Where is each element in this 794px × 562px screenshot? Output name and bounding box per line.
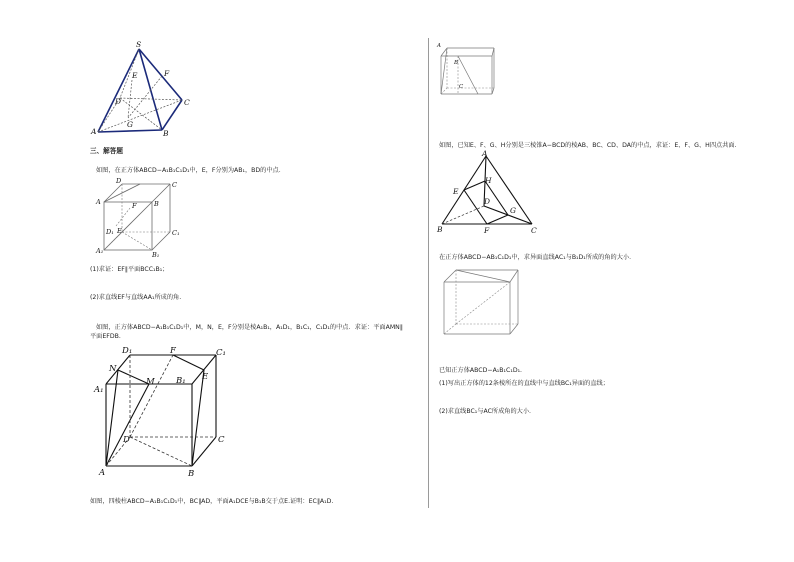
cube2-label-b1: B₁ [176, 376, 186, 386]
tetrahedron-figure [436, 150, 536, 236]
pyramid-label-f: F [164, 69, 170, 78]
cube2-label-e: E [202, 372, 209, 382]
cube2-label-c: C [218, 435, 225, 445]
tetra-label-g: G [510, 206, 516, 215]
problem-5-statement: 在正方体ABCD−AB₁C₁D₁中，求异面直线AC₁与B₁D₁所成的角的大小． [439, 254, 636, 261]
pyramid-label-g: G [127, 120, 133, 129]
prism-label-b: B [454, 60, 459, 66]
cube2-label-c1: C₁ [216, 348, 226, 358]
cube1-label-f: F [132, 202, 137, 210]
cube2-label-f: F [170, 346, 176, 356]
prism-figure [434, 42, 500, 112]
cube2-label-a: A [99, 468, 106, 478]
cube2-label-n: N [109, 364, 117, 374]
cube1-label-e: E [117, 227, 122, 235]
pyramid-figure [90, 40, 200, 140]
problem-1-statement: 如图，在正方体ABCD−A₁B₁C₁D₁中，E，F分别为AB₁，BD的中点． [96, 167, 285, 174]
column-divider [428, 38, 429, 508]
cube-amn-figure [92, 344, 242, 479]
tetra-label-h: H [485, 176, 492, 185]
tetra-label-c: C [531, 226, 537, 235]
problem-6-part-1: (1)写出正方体的12条棱所在的直线中与直线BC₁异面的直线； [439, 380, 609, 387]
cube2-label-b: B [188, 469, 195, 479]
prism-label-a: A [437, 43, 441, 49]
cube1-label-a1: A₁ [96, 247, 104, 255]
section-heading: 三、解答题 [90, 147, 123, 155]
pyramid-label-d: D [115, 97, 122, 106]
tetra-label-b: B [437, 225, 443, 234]
cube1-label-d1: D₁ [106, 228, 114, 236]
pyramid-label-s: S [136, 40, 142, 49]
tetra-label-d: D [484, 197, 491, 206]
tetra-label-f: F [484, 226, 490, 235]
pyramid-label-e: E [132, 71, 138, 80]
cube1-label-b: B [154, 200, 159, 208]
pyramid-label-b: B [163, 129, 169, 138]
cube1-label-d: D [116, 177, 122, 185]
cube2-label-d1: D₁ [122, 346, 133, 356]
cube2-label-a1: A₁ [94, 385, 104, 395]
cube-ef-figure [96, 178, 186, 260]
cube1-label-b1: B₁ [152, 251, 160, 259]
problem-1-part-2: (2)求直线EF与直线AA₁所成的角. [90, 294, 182, 301]
tetra-label-a: A [482, 149, 488, 158]
cube1-label-c: C [172, 181, 177, 189]
cube1-label-c1: C₁ [172, 229, 180, 237]
problem-6-statement: 已知正方体ABCD−A₁B₁C₁D₁. [439, 367, 523, 374]
pyramid-label-c: C [184, 98, 190, 107]
prism-label-c: C [459, 84, 464, 90]
cube2-label-d: D [123, 435, 130, 445]
problem-2-line-1: 如图，正方体ABCD−A₁B₁C₁D₁中，M，N，E，F分别是棱A₁B₁，A₁D₁，B₁C₁，C₁D₁的中点．求证：平面AMN∥ [96, 324, 403, 331]
problem-2-line-2: 平面EFDB. [90, 333, 121, 340]
problem-4-statement: 如图，已知E、F、G、H分别是三棱锥A−BCD的棱AB、BC、CD、DA的中点，求证：E、F、G、H四点共面. [439, 142, 737, 149]
problem-1-part-1: (1)求证：EF∥平面BCC₁B₁； [90, 266, 169, 273]
cube2-label-m: M [146, 377, 155, 387]
problem-6-part-2: (2)求直线BC₁与AC所成角的大小. [439, 408, 531, 415]
tetra-label-e: E [453, 187, 459, 196]
cube-ac1-figure [436, 262, 528, 342]
cube1-label-a: A [96, 198, 101, 206]
problem-3-statement: 如图，四棱柱ABCD−A₁B₁C₁D₁中，BC∥AD，平面A₁DCE与B₁B交于点E.证明：EC∥A₁D. [90, 498, 334, 505]
pyramid-label-a: A [91, 127, 97, 136]
